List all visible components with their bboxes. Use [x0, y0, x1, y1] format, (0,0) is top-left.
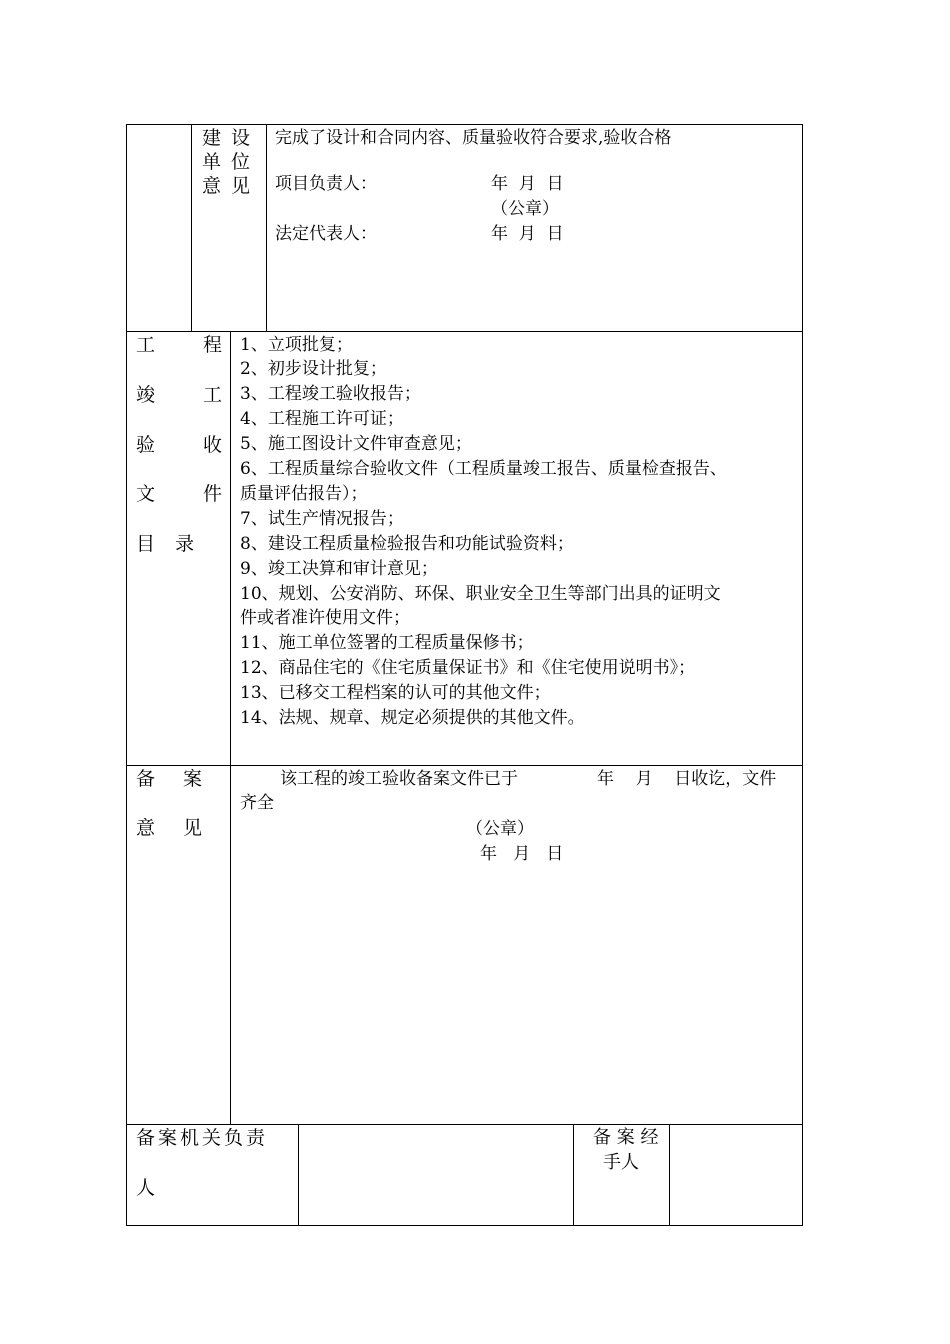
list-item: 1、立项批复； [240, 335, 353, 355]
list-item: 4、工程施工许可证； [240, 409, 404, 429]
list-item: 件或者准许使用文件； [240, 608, 410, 628]
list-item: 11、施工单位签署的工程质量保修书； [240, 633, 534, 653]
list-item: 7、试生产情况报告； [240, 509, 404, 529]
list-item: 3、工程竣工验收报告； [240, 384, 421, 404]
list-item: 5、施工图设计文件审查意见； [240, 434, 472, 454]
list-item: 13、已移交工程档案的认可的其他文件； [240, 683, 551, 703]
list-item: 质量评估报告）； [240, 484, 368, 504]
handler-label-cont: 手人 [603, 1152, 639, 1173]
list-item: 10、规划、公安消防、环保、职业安全卫生等部门出具的证明文 [240, 584, 721, 604]
list-item: 12、商品住宅的《住宅质量保证书》和《住宅使用说明书》； [240, 658, 696, 678]
official-seal-1: （公章） [491, 199, 559, 219]
date-line-1: 年 月 日 [491, 174, 564, 194]
legal-rep-label: 法定代表人： [275, 224, 377, 244]
authority-head-signature-cell[interactable] [300, 1126, 572, 1224]
construction-unit-statement: 完成了设计和合同内容、质量验收符合要求,验收合格 [275, 128, 672, 148]
filing-received-date: 年 月 日收讫，文件 [597, 769, 777, 789]
list-item: 9、竣工决算和审计意见； [240, 559, 438, 579]
filing-complete-text: 齐全 [240, 793, 274, 813]
official-seal-2: （公章） [466, 819, 534, 839]
date-line-2: 年 月 日 [491, 224, 564, 244]
project-leader-label: 项目负责人： [275, 174, 377, 194]
list-item: 8、建设工程质量检验报告和功能试验资料； [240, 534, 574, 554]
list-item: 14、法规、规章、规定必须提供的其他文件。 [240, 708, 585, 728]
handler-signature-cell[interactable] [671, 1126, 801, 1224]
handler-label: 备 案 经 [593, 1127, 659, 1148]
list-item: 6、工程质量综合验收文件（工程质量竣工报告、质量检查报告、 [240, 459, 727, 479]
authority-head-label-cont: 人 [136, 1177, 156, 1199]
filing-date: 年 月 日 [480, 844, 564, 864]
filing-statement: 该工程的竣工验收备案文件已于 [280, 769, 518, 789]
list-item: 2、初步设计批复； [240, 359, 387, 379]
authority-head-label: 备案机关负责 [136, 1127, 269, 1149]
